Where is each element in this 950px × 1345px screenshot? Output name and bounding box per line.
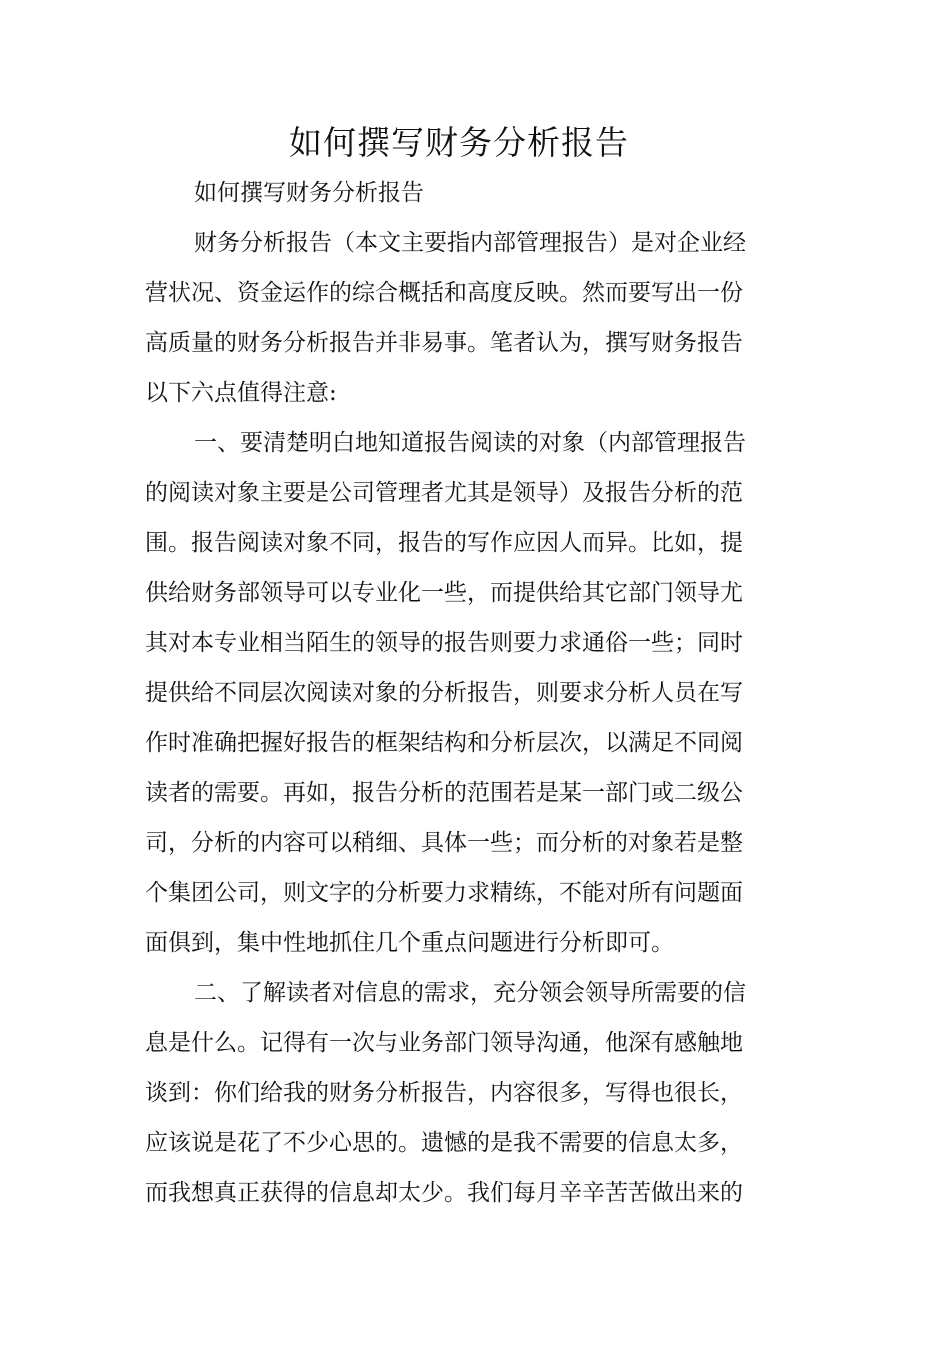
paragraph-line: 个集团公司，则文字的分析要力求精练，不能对所有问题面 (145, 880, 743, 906)
paragraph-line: 作时准确把握好报告的框架结构和分析层次，以满足不同阅 (145, 730, 743, 756)
paragraph-line: 营状况、资金运作的综合概括和高度反映。然而要写出一份 (145, 280, 743, 306)
paragraph-line: 而我想真正获得的信息却太少。我们每月辛辛苦苦做出来的 (145, 1180, 743, 1206)
document-subtitle: 如何撰写财务分析报告 (194, 180, 424, 206)
paragraph-line: 其对本专业相当陌生的领导的报告则要力求通俗一些；同时 (145, 630, 743, 656)
paragraph-line: 提供给不同层次阅读对象的分析报告，则要求分析人员在写 (145, 680, 743, 706)
paragraph-line: 面俱到，集中性地抓住几个重点问题进行分析即可。 (145, 930, 674, 956)
paragraph-line: 围。报告阅读对象不同，报告的写作应因人而异。比如，提 (145, 530, 743, 556)
paragraph-line: 一、要清楚明白地知道报告阅读的对象（内部管理报告 (194, 430, 746, 456)
paragraph-line: 以下六点值得注意: (145, 380, 337, 406)
paragraph-line: 财务分析报告（本文主要指内部管理报告）是对企业经 (194, 230, 746, 256)
paragraph-line: 二、了解读者对信息的需求，充分领会领导所需要的信 (194, 980, 746, 1006)
paragraph-line: 应该说是花了不少心思的。遗憾的是我不需要的信息太多， (145, 1130, 743, 1156)
document-title: 如何撰写财务分析报告 (289, 123, 629, 162)
paragraph-line: 的阅读对象主要是公司管理者尤其是领导）及报告分析的范 (145, 480, 743, 506)
paragraph-line: 高质量的财务分析报告并非易事。笔者认为，撰写财务报告 (145, 330, 743, 356)
paragraph-line: 读者的需要。再如，报告分析的范围若是某一部门或二级公 (145, 780, 743, 806)
paragraph-line: 供给财务部领导可以专业化一些，而提供给其它部门领导尤 (145, 580, 743, 606)
paragraph-line: 司，分析的内容可以稍细、具体一些；而分析的对象若是整 (145, 830, 743, 856)
paragraph-line: 谈到：你们给我的财务分析报告，内容很多，写得也很长， (145, 1080, 743, 1106)
paragraph-line: 息是什么。记得有一次与业务部门领导沟通，他深有感触地 (145, 1030, 743, 1056)
